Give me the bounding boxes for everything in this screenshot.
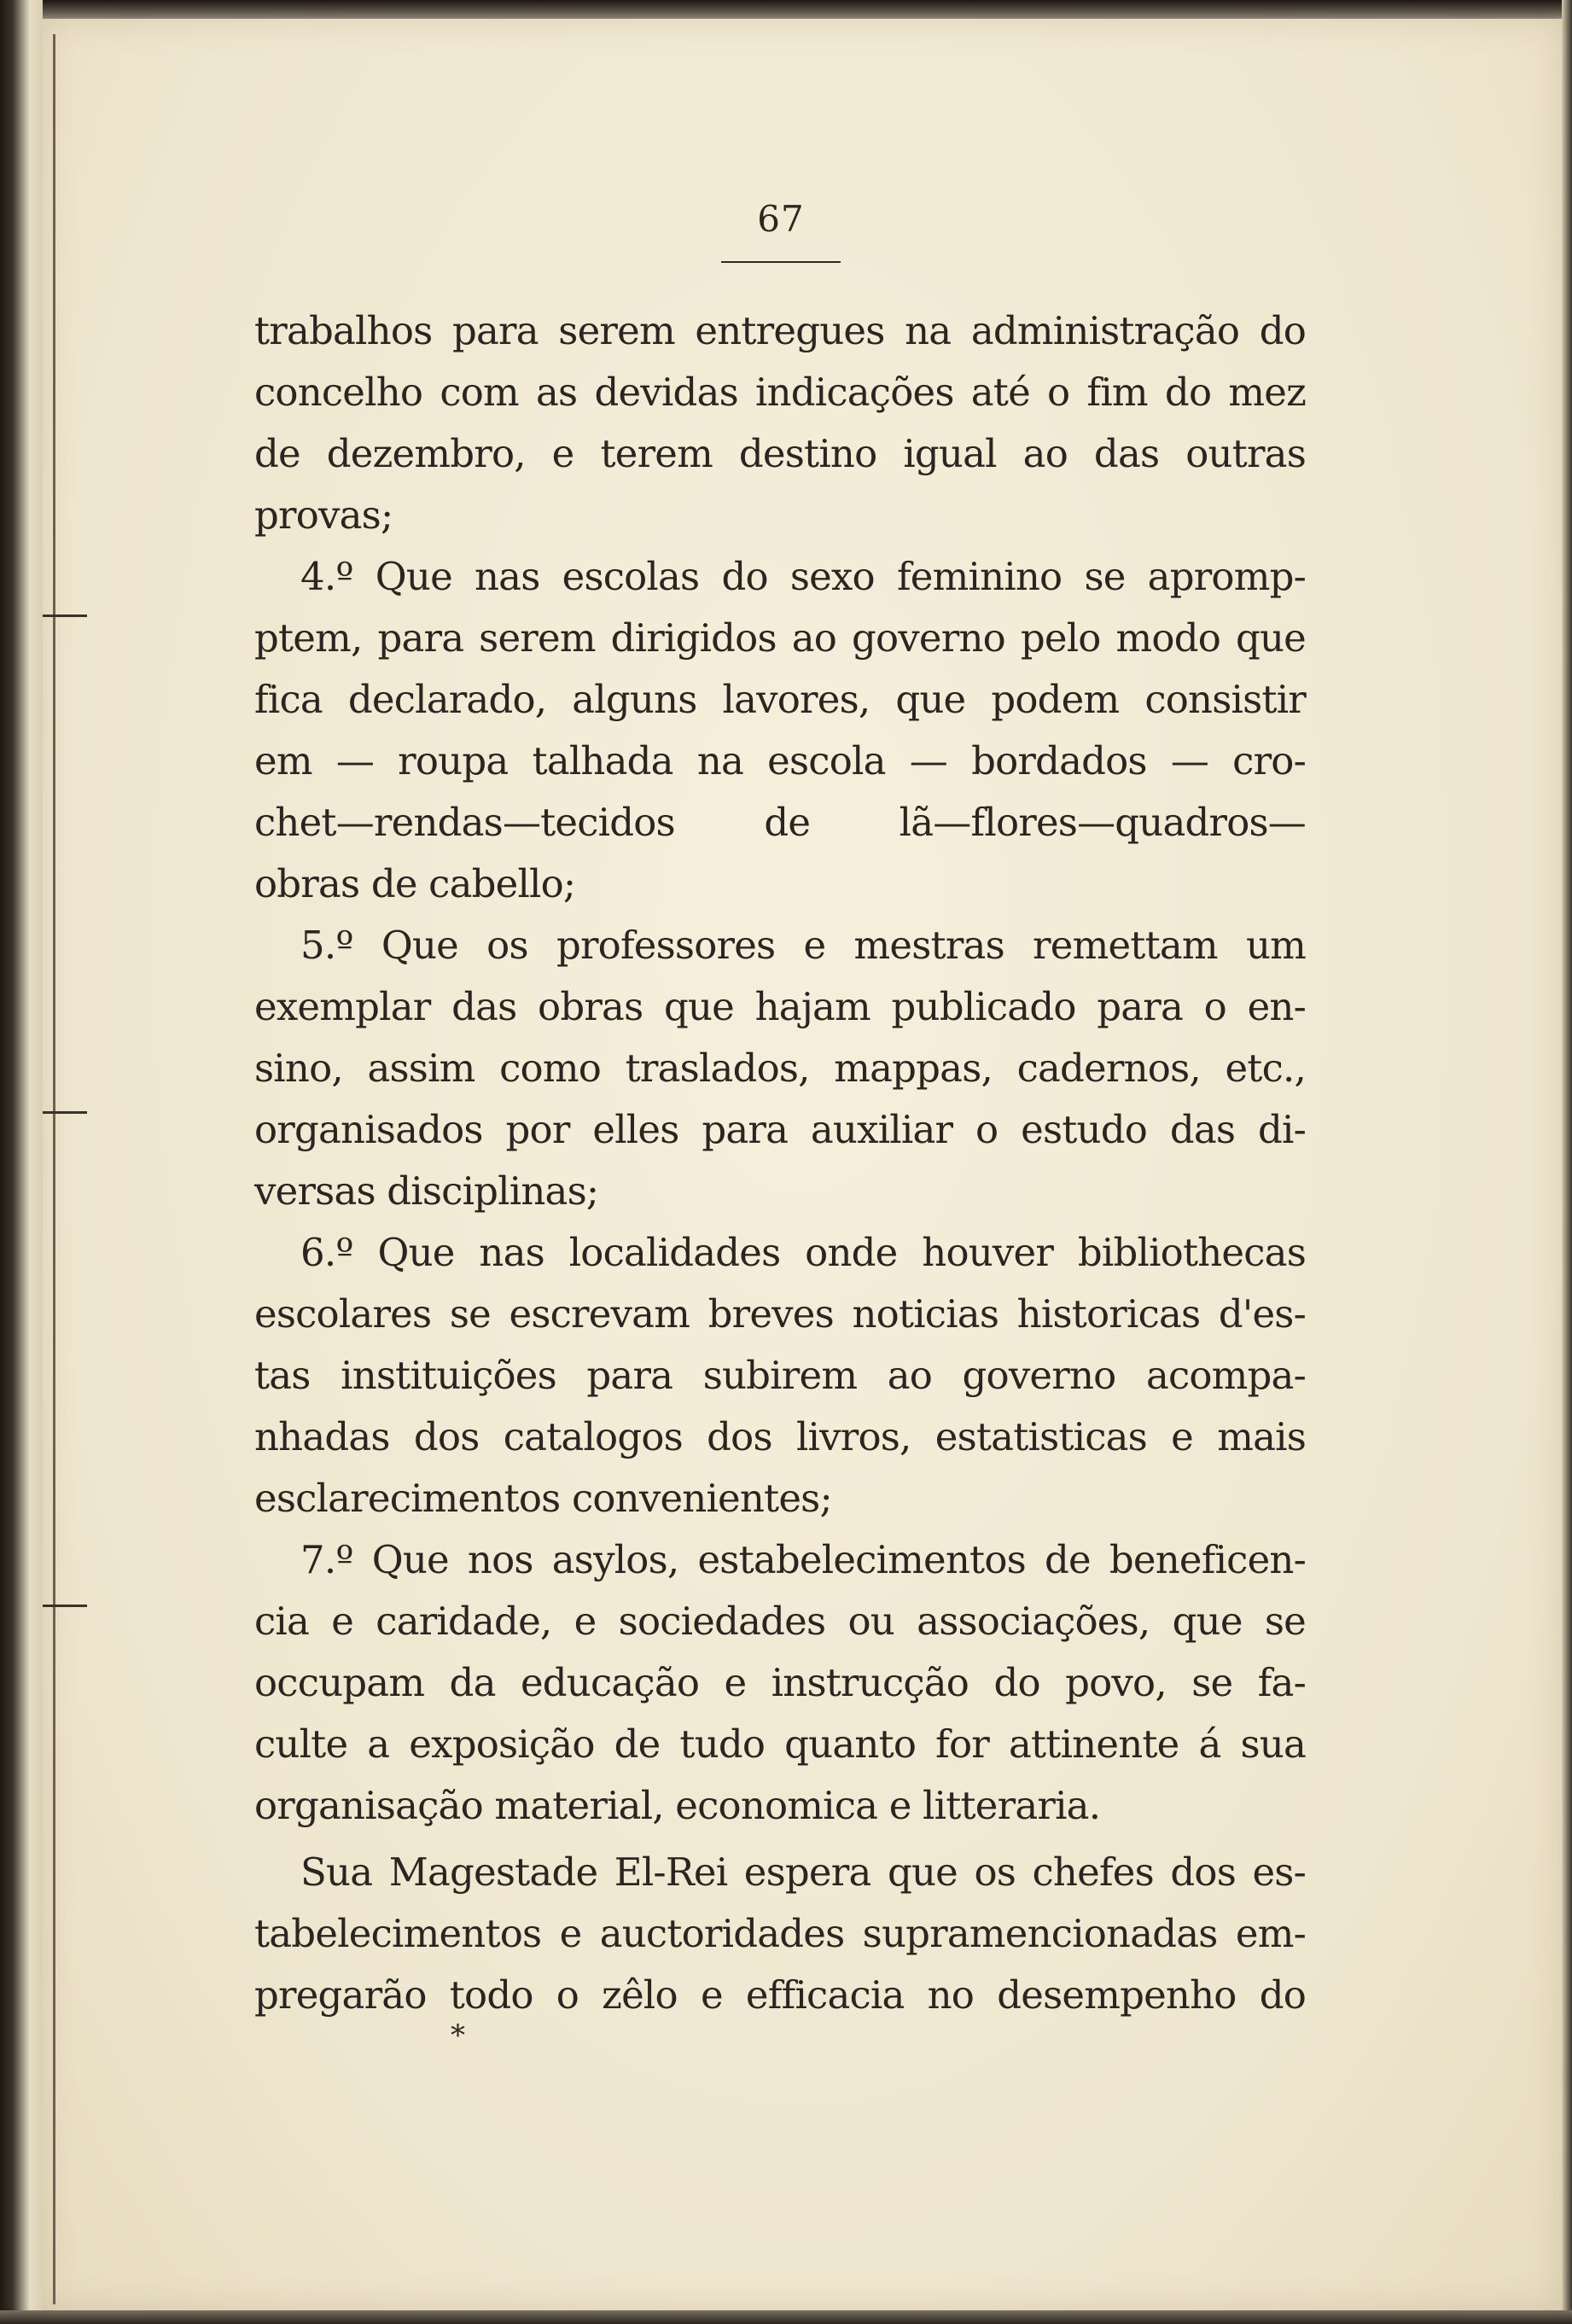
text-line: pregarão todo o zêlo e efficacia no desempenho do <box>254 1972 1306 2018</box>
text-line: occupam da educação e instrucção do povo, se fa- <box>254 1660 1306 1705</box>
text-line: obras de cabello; <box>254 861 576 906</box>
text-line: em — roupa talhada na escola — bordados — cro- <box>254 738 1306 783</box>
text-line: exemplar das obras que hajam publicado para o en- <box>254 984 1306 1029</box>
book-top-edge <box>0 0 1572 19</box>
text-line: organisados por elles para auxiliar o estudo das di- <box>254 1107 1306 1152</box>
text-line: esclarecimentos convenientes; <box>254 1476 832 1521</box>
text-line: tas instituições para subirem ao governo acompa- <box>254 1353 1306 1398</box>
text-line: chet—rendas—tecidos de lã—flores—quadros— <box>254 800 1306 845</box>
text-line: cia e caridade, e sociedades ou associações, que se <box>254 1599 1306 1644</box>
text-line: culte a exposição de tudo quanto for attinente á sua <box>254 1721 1306 1767</box>
book-bottom-edge <box>0 2310 1572 2324</box>
binding-tick-1 <box>43 614 87 617</box>
text-line: Sua Magestade El-Rei espera que os chefes dos es- <box>300 1849 1306 1895</box>
text-line: concelho com as devidas indicações até o fim do mez <box>254 370 1306 415</box>
text-line: versas disciplinas; <box>254 1168 599 1214</box>
text-line: 4.º Que nas escolas do sexo feminino se apromp- <box>300 554 1306 599</box>
text-line: tabelecimentos e auctoridades supramencionadas em- <box>254 1911 1306 1956</box>
text-line: nhadas dos catalogos dos livros, estatisticas e mais <box>254 1414 1306 1459</box>
text-line: provas; <box>254 492 393 538</box>
body-text <box>254 300 1306 2026</box>
binding-tick-3 <box>43 1605 87 1607</box>
page-number-rule <box>721 261 841 263</box>
text-line: 5.º Que os professores e mestras remettam um <box>300 923 1306 968</box>
signature-mark: * <box>451 2018 465 2053</box>
text-line: escolares se escrevam breves noticias historicas d'es- <box>254 1291 1306 1337</box>
text-line: sino, assim como traslados, mappas, cadernos, etc., <box>254 1046 1306 1091</box>
text-line: de dezembro, e terem destino igual ao das outras <box>254 431 1306 476</box>
binding-tick-2 <box>43 1111 87 1114</box>
text-line: ptem, para serem dirigidos ao governo pelo modo que <box>254 615 1306 661</box>
text-line: organisação material, economica e litteraria. <box>254 1783 1101 1828</box>
text-line: fica declarado, alguns lavores, que podem consistir <box>254 677 1306 722</box>
text-line: 7.º Que nos asylos, estabelecimentos de beneficen- <box>300 1537 1306 1582</box>
page-number: 67 <box>757 198 805 240</box>
binding-line <box>53 34 55 2304</box>
book-spine-edge <box>0 0 43 2324</box>
text-line: 6.º Que nas localidades onde houver bibliothecas <box>300 1230 1306 1275</box>
text-line: trabalhos para serem entregues na administração do <box>254 308 1306 353</box>
book-right-edge <box>1562 0 1572 2324</box>
